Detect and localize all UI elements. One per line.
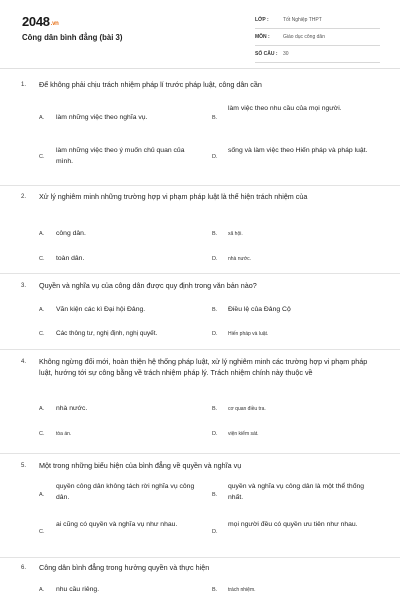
option-c[interactable]: toàn dân. bbox=[56, 255, 85, 262]
option-letter: D. bbox=[212, 431, 218, 437]
option-a[interactable]: làm những việc theo nghĩa vụ. bbox=[56, 114, 148, 121]
option-letter: C. bbox=[39, 256, 45, 262]
header-divider bbox=[0, 68, 400, 69]
option-d[interactable]: sống và làm việc theo Hiến pháp và pháp luật. bbox=[228, 147, 368, 154]
question-text: Công dân bình đẳng trong hưởng quyền và thực hiện bbox=[39, 563, 210, 572]
option-letter: C. bbox=[39, 431, 45, 437]
meta-label: MÔN : bbox=[255, 34, 270, 40]
option-d[interactable]: mọi người đều có quyền ưu tiên như nhau. bbox=[228, 521, 358, 528]
option-letter: B. bbox=[212, 115, 218, 121]
question-2 bbox=[0, 186, 400, 274]
option-a[interactable]: quyền công dân không tách rời nghĩa vụ công dân. bbox=[56, 483, 195, 501]
option-letter: A. bbox=[39, 307, 45, 313]
option-letter: C. bbox=[39, 331, 45, 337]
option-letter: C. bbox=[39, 154, 45, 160]
meta-value: 30 bbox=[283, 51, 289, 57]
question-text: Một trong những biểu hiện của bình đẳng về quyền và nghĩa vụ bbox=[39, 461, 242, 470]
question-4 bbox=[0, 350, 400, 454]
meta-value: Giáo dục công dân bbox=[283, 34, 325, 40]
option-letter: D. bbox=[212, 154, 218, 160]
question-text: Không ngừng đổi mới, hoàn thiện hệ thống pháp luật, xử lý nghiêm minh các trường hợp vi phạm pháp luật, hướng tới sự công bằng về trách nhiệm pháp lý. Trách nhiệm chính này thuộc về bbox=[39, 357, 368, 377]
option-b[interactable]: trách nhiệm. bbox=[228, 587, 256, 593]
question-text: Để không phải chịu trách nhiệm pháp lí trước pháp luật, công dân cần bbox=[39, 80, 262, 89]
option-letter: B. bbox=[212, 492, 218, 498]
option-d[interactable]: viện kiểm sát. bbox=[228, 431, 259, 437]
meta-value: Tốt Nghiệp THPT bbox=[283, 17, 322, 23]
option-letter: D. bbox=[212, 256, 218, 262]
question-text: Quyền và nghĩa vụ của công dân được quy định trong văn bản nào? bbox=[39, 281, 257, 290]
question-number: 1. bbox=[21, 82, 27, 88]
option-letter: D. bbox=[212, 529, 218, 535]
option-letter: A. bbox=[39, 115, 45, 121]
logo[interactable] bbox=[22, 14, 59, 29]
option-letter: A. bbox=[39, 406, 45, 412]
option-letter: A. bbox=[39, 587, 45, 593]
page-header bbox=[0, 0, 400, 66]
option-c[interactable]: tòa án. bbox=[56, 431, 72, 437]
question-3 bbox=[0, 274, 400, 350]
question-number: 6. bbox=[21, 565, 27, 571]
option-c[interactable]: Các thông tư, nghị định, nghị quyết. bbox=[56, 330, 158, 337]
question-1 bbox=[0, 78, 400, 186]
option-letter: A. bbox=[39, 492, 45, 498]
document-meta bbox=[255, 15, 380, 66]
option-letter: D. bbox=[212, 331, 218, 337]
question-number: 5. bbox=[21, 463, 27, 469]
question-number: 2. bbox=[21, 194, 27, 200]
meta-label: LỚP : bbox=[255, 17, 269, 23]
meta-row-count bbox=[255, 49, 380, 63]
meta-row-subject bbox=[255, 32, 380, 46]
option-d[interactable]: Hiến pháp và luật. bbox=[228, 331, 269, 337]
option-letter: A. bbox=[39, 231, 45, 237]
option-a[interactable]: công dân. bbox=[56, 230, 86, 237]
option-c[interactable]: làm những việc theo ý muốn chủ quan của mình. bbox=[56, 147, 185, 165]
option-a[interactable]: nhu cầu riêng. bbox=[56, 586, 100, 593]
option-letter: B. bbox=[212, 307, 218, 313]
option-b[interactable]: xã hội. bbox=[228, 231, 243, 237]
option-d[interactable]: nhà nước. bbox=[228, 256, 252, 262]
question-text: Xử lý nghiêm minh những trường hợp vi phạm pháp luật là thể hiện trách nhiệm của bbox=[39, 192, 308, 201]
option-c[interactable]: ai cũng có quyền và nghĩa vụ như nhau. bbox=[56, 521, 178, 528]
option-a[interactable]: Văn kiện các kì Đại hội Đảng. bbox=[56, 306, 146, 313]
question-6 bbox=[0, 558, 400, 600]
meta-row-class bbox=[255, 15, 380, 29]
option-b[interactable]: quyền và nghĩa vụ công dân là một thể thống nhất. bbox=[228, 483, 365, 501]
option-b[interactable]: làm việc theo nhu cầu của mọi người. bbox=[228, 105, 342, 112]
option-b[interactable]: cơ quan điều tra. bbox=[228, 406, 266, 412]
option-letter: B. bbox=[212, 231, 218, 237]
question-5 bbox=[0, 454, 400, 558]
option-letter: C. bbox=[39, 529, 45, 535]
option-b[interactable]: Điều lệ của Đảng Cộ bbox=[228, 306, 291, 313]
option-letter: B. bbox=[212, 587, 218, 593]
option-a[interactable]: nhà nước. bbox=[56, 405, 88, 412]
document-title: Công dân bình đẳng (bài 3) bbox=[22, 33, 123, 42]
meta-label: SỐ CÂU : bbox=[255, 51, 278, 57]
question-number: 4. bbox=[21, 359, 27, 365]
question-list bbox=[0, 78, 400, 600]
logo-text: 2048 bbox=[22, 14, 50, 29]
logo-suffix: .vn bbox=[50, 21, 59, 27]
option-letter: B. bbox=[212, 406, 218, 412]
question-number: 3. bbox=[21, 283, 27, 289]
